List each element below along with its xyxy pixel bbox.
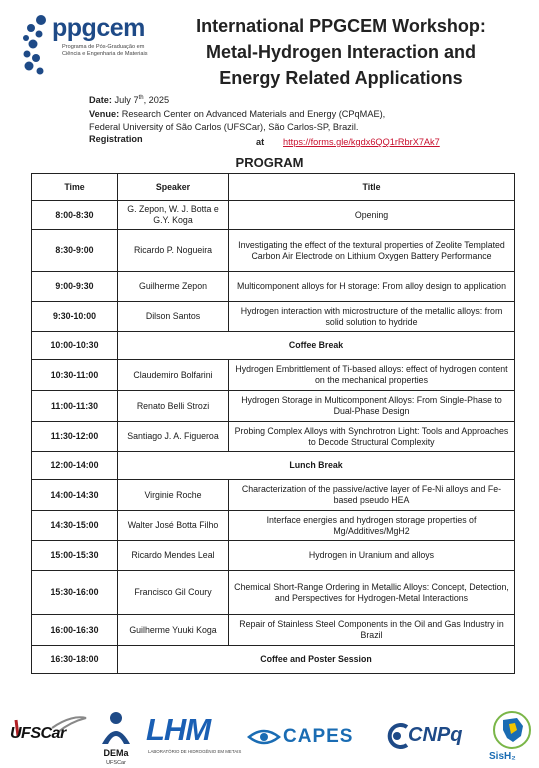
row-time: 14:00-14:30	[32, 480, 118, 511]
table-row	[32, 302, 515, 332]
table-row	[32, 480, 515, 511]
date-value	[115, 95, 170, 105]
table-row	[32, 615, 515, 646]
row-speaker: Guilherme Yuuki Koga	[118, 615, 229, 646]
title-line3: Energy Related Applications	[219, 68, 463, 88]
row-time: 15:30-16:00	[32, 571, 118, 615]
row-speaker: G. Zepon, W. J. Botta e G.Y. Koga	[118, 201, 229, 230]
sisho-logo: SisH₂	[489, 751, 516, 762]
break-row	[32, 332, 515, 360]
row-time: 9:00-9:30	[32, 272, 118, 302]
row-time: 8:00-8:30	[32, 201, 118, 230]
row-time: 16:00-16:30	[32, 615, 118, 646]
date-row	[89, 92, 385, 106]
row-break-title: Lunch Break	[118, 452, 515, 480]
row-time: 11:30-12:00	[32, 422, 118, 452]
cnpq-mark-icon	[383, 721, 411, 751]
break-row	[32, 646, 515, 674]
program-heading: PROGRAM	[235, 155, 304, 170]
row-speaker: Ricardo Mendes Leal	[118, 541, 229, 571]
row-speaker: Virginie Roche	[118, 480, 229, 511]
row-title: Investigating the effect of the textural properties of Zeolite Templated Carbon Air Electrode on Lithium Oxygen Battery Performance	[229, 230, 515, 272]
table-row	[32, 201, 515, 230]
row-speaker: Dilson Santos	[118, 302, 229, 332]
row-speaker: Guilherme Zepon	[118, 272, 229, 302]
row-speaker: Claudemiro Bolfarini	[118, 360, 229, 391]
row-speaker: Walter José Botta Filho	[118, 511, 229, 541]
table-row	[32, 422, 515, 452]
table-row	[32, 391, 515, 422]
ppgcem-logo	[22, 14, 148, 76]
ppgcem-subtitle-line2: Ciência e Engenharia de Materiais	[62, 51, 148, 58]
row-time: 11:00-11:30	[32, 391, 118, 422]
header-title: Title	[229, 174, 515, 201]
date-value-year: , 2025	[143, 95, 170, 106]
sponsor-logos	[0, 700, 539, 768]
row-time: 16:30-18:00	[32, 646, 118, 674]
dema-logo	[96, 710, 136, 768]
row-time: 14:30-15:00	[32, 511, 118, 541]
row-break-title: Coffee and Poster Session	[118, 646, 515, 674]
header-speaker: Speaker	[118, 174, 229, 201]
venue-line1: Research Center on Advanced Materials and Energy (CPqMAE),	[121, 109, 386, 120]
row-speaker: Santiago J. A. Figueroa	[118, 422, 229, 452]
ppgcem-subtitle-line1: Programa de Pós-Graduação em	[62, 44, 145, 50]
registration-label: Registration	[89, 134, 143, 145]
capes-logo: CAPES	[283, 726, 354, 747]
ppgcem-wordmark: ppgcem	[52, 14, 145, 42]
row-time: 10:30-11:00	[32, 360, 118, 391]
table-row	[32, 272, 515, 302]
dema-subtitle: UFSCar	[106, 760, 126, 766]
cnpq-logo: CNPq	[408, 724, 463, 746]
title-line2: Metal-Hydrogen Interaction and	[205, 42, 477, 62]
row-title: Hydrogen in Uranium and alloys	[229, 541, 515, 571]
table-row	[32, 511, 515, 541]
dema-emblem-icon	[96, 710, 136, 746]
row-title: Chemical Short-Range Ordering in Metallic Alloys: Concept, Detection, and Perspectives for Hydrogen-Metal Interactions	[229, 571, 515, 615]
row-title: Hydrogen Storage in Multicomponent Alloys: From Single-Phase to Dual-Phase Design	[229, 391, 515, 422]
row-break-title: Coffee Break	[118, 332, 515, 360]
venue-label: Venue:	[89, 109, 120, 120]
row-speaker: Ricardo P. Nogueira	[118, 230, 229, 272]
table-row	[32, 230, 515, 272]
workshop-title	[150, 13, 532, 91]
row-title: Repair of Stainless Steel Components in the Oil and Gas Industry in Brazil	[229, 615, 515, 646]
row-time: 9:30-10:00	[32, 302, 118, 332]
date-value-main: July 7	[114, 95, 139, 106]
row-title: Multicomponent alloys for H storage: From alloy design to application	[229, 272, 515, 302]
row-title: Opening	[229, 201, 515, 230]
row-time: 8:30-9:00	[32, 230, 118, 272]
capes-eye-icon	[247, 727, 281, 747]
row-title: Hydrogen Embrittlement of Ti-based alloys: effect of hydrogen content on the mechanical properties	[229, 360, 515, 391]
break-row	[32, 452, 515, 480]
lhm-subtitle: LABORATÓRIO DE HIDROGÊNIO EM METAIS	[148, 749, 242, 754]
row-time: 12:00-14:00	[32, 452, 118, 480]
venue-row	[89, 108, 385, 120]
title-line1: International PPGCEM Workshop:	[196, 16, 486, 36]
lhm-logo: LHM	[146, 712, 211, 747]
date-label: Date:	[89, 95, 112, 106]
dema-wordmark: DEMa	[103, 748, 129, 758]
row-title: Characterization of the passive/active layer of Fe-Ni alloys and Fe-based pseudo HEA	[229, 480, 515, 511]
row-time: 10:00-10:30	[32, 332, 118, 360]
table-row	[32, 541, 515, 571]
row-speaker: Renato Belli Strozi	[118, 391, 229, 422]
date-value-sup: th	[138, 95, 144, 101]
row-time: 15:00-15:30	[32, 541, 118, 571]
table-row	[32, 360, 515, 391]
schedule-table	[31, 173, 515, 674]
header-time: Time	[32, 174, 118, 201]
registration-at: at	[256, 137, 265, 147]
venue-line2: Federal University of São Carlos (UFSCar), São Carlos-SP, Brazil.	[89, 121, 359, 132]
row-title: Probing Complex Alloys with Synchrotron Light: Tools and Approaches to Decode Structural Complexity	[229, 422, 515, 452]
ufscar-logo: UFSCar	[10, 725, 66, 742]
registration-link[interactable]: https://forms.gle/kgdx6QQ1rRbrX7Ak7	[283, 137, 440, 147]
row-title: Hydrogen interaction with microstructure of the metallic alloys: from solid solution to hydride	[229, 302, 515, 332]
row-speaker: Francisco Gil Coury	[118, 571, 229, 615]
table-row	[32, 571, 515, 615]
ppgcem-subtitle	[62, 44, 152, 59]
row-title: Interface energies and hydrogen storage properties of Mg/Additives/MgH2	[229, 511, 515, 541]
table-header-row	[32, 174, 515, 201]
